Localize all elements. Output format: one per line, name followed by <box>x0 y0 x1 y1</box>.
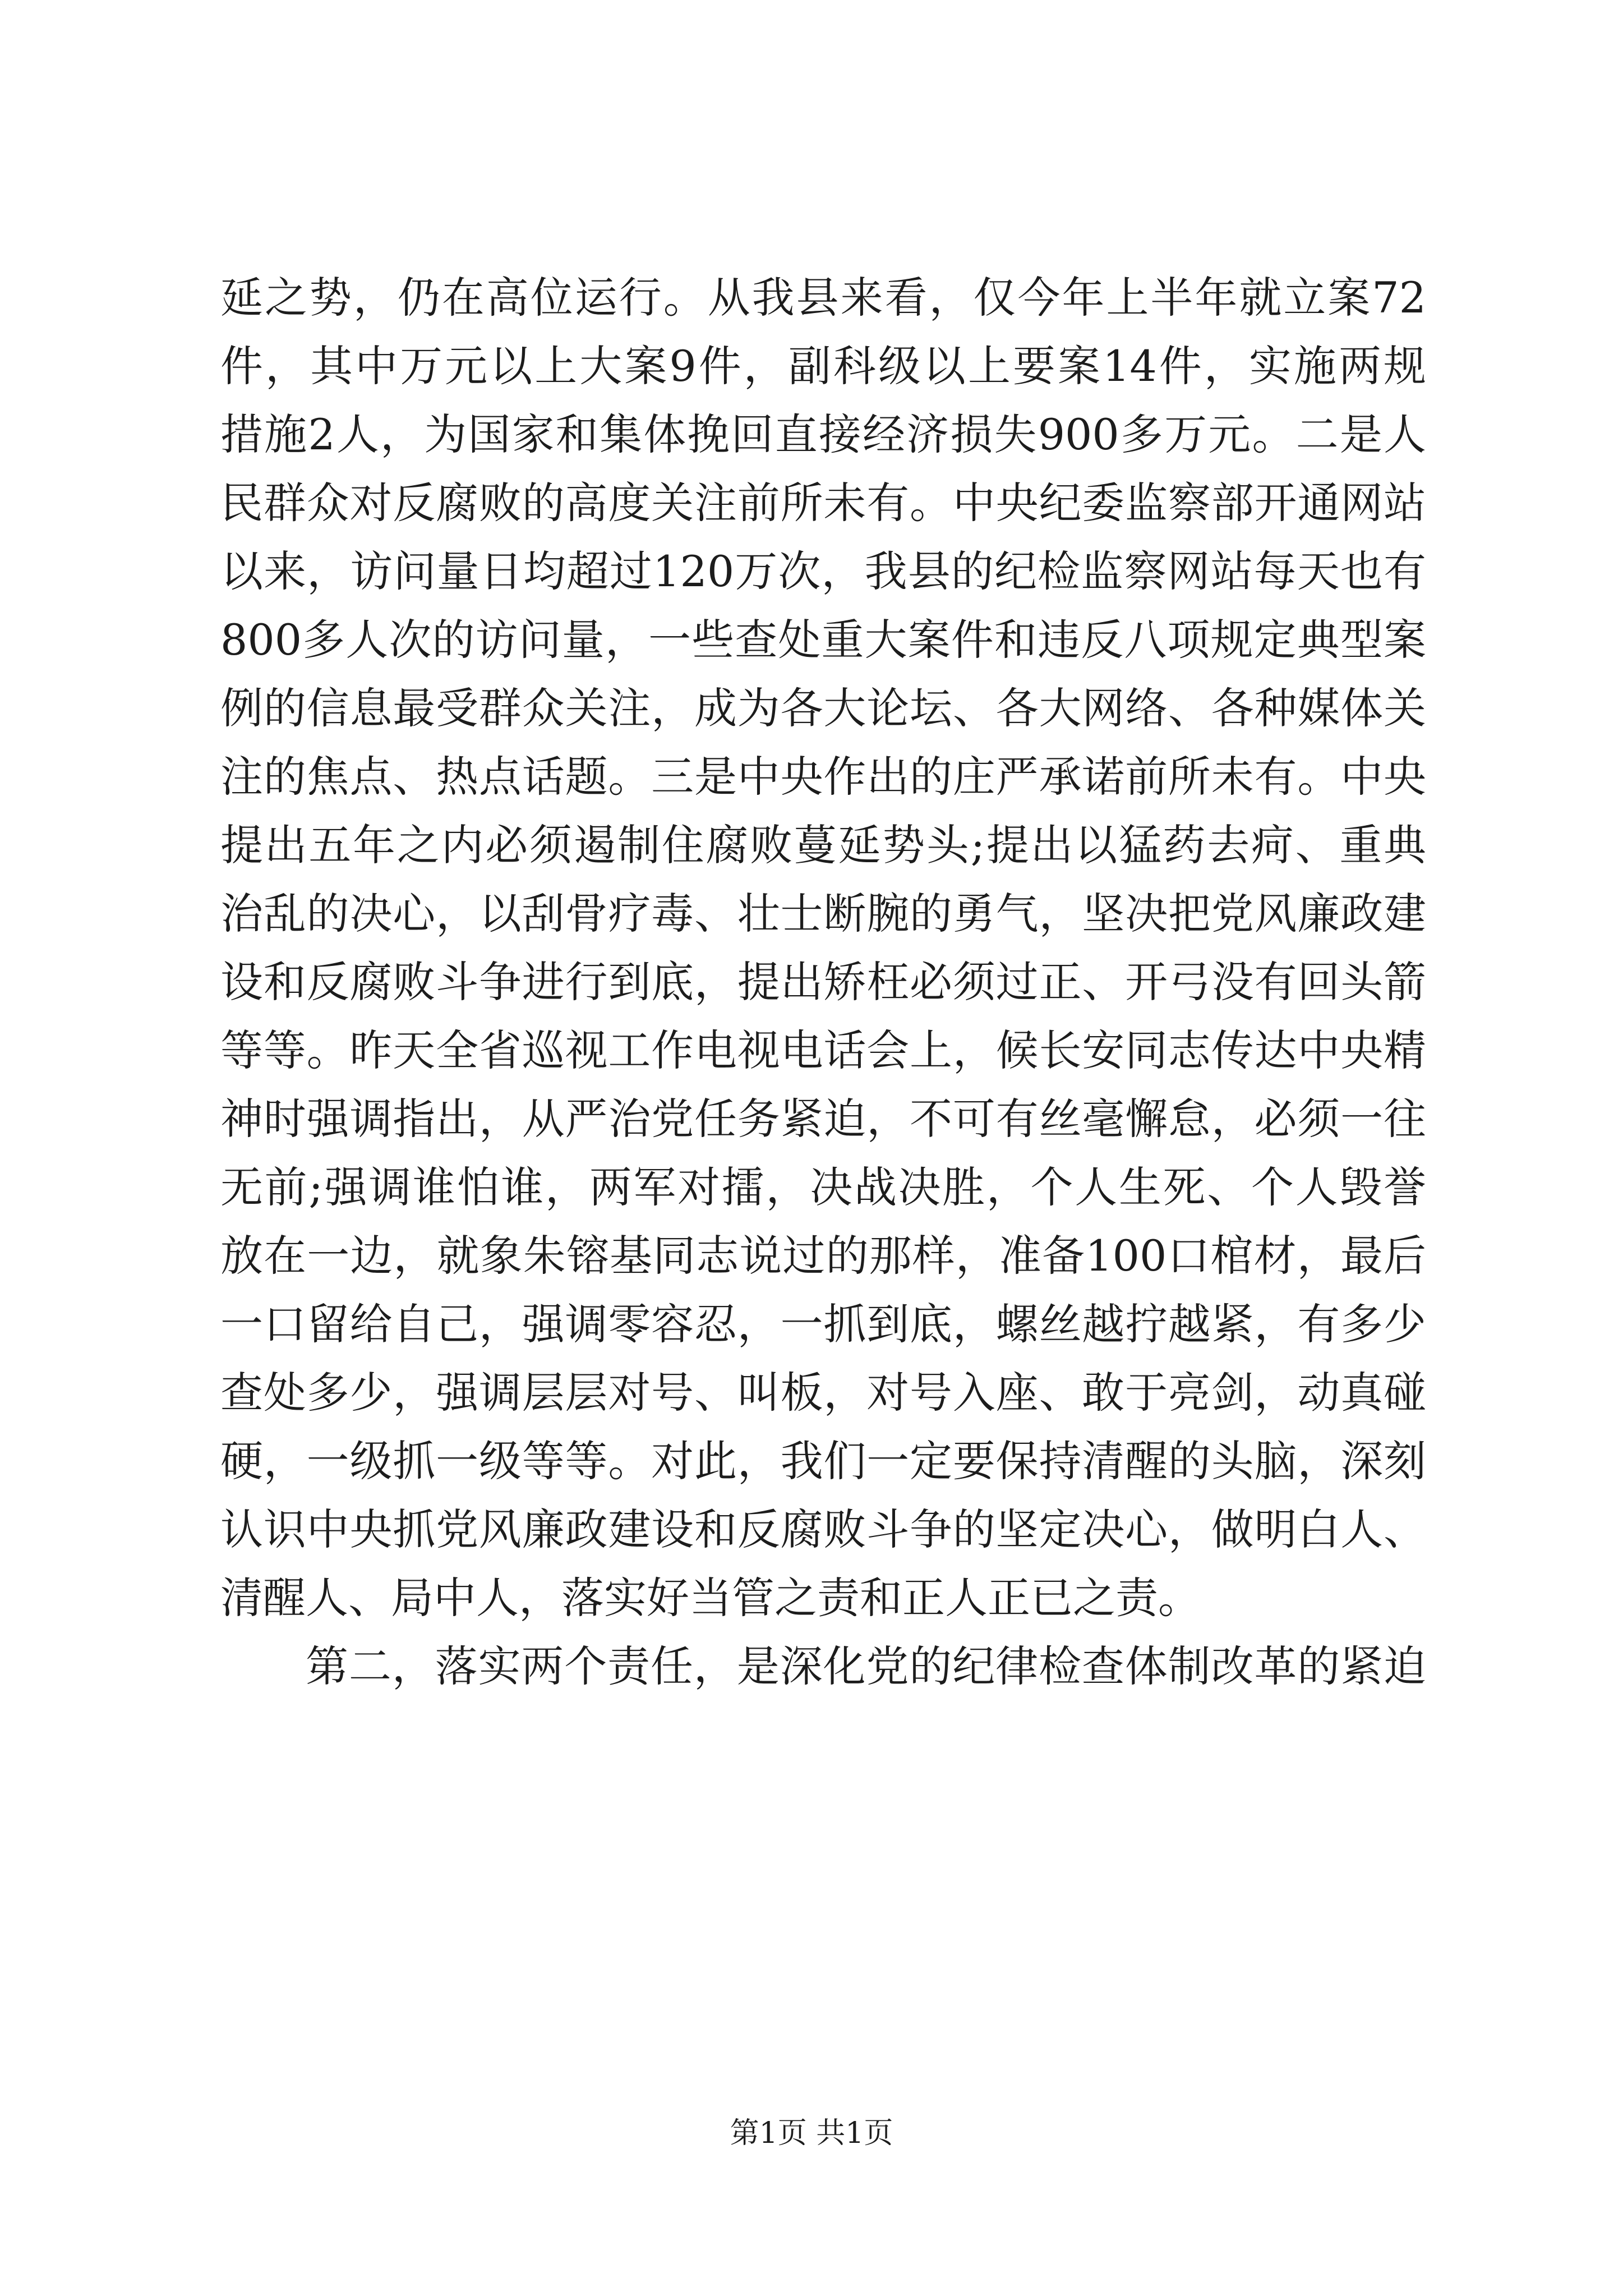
text-line: 认识中央抓党风廉政建设和反腐败斗争的坚定决心，做明白人、 <box>220 1504 1426 1554</box>
paragraph-start-line: 第二，落实两个责任，是深化党的纪律检查体制改革的紧迫 <box>306 1641 1426 1691</box>
text-line: 800多人次的访问量，一些查处重大案件和违反八项规定典型案 <box>220 615 1426 665</box>
text-line: 民群众对反腐败的高度关注前所未有。中央纪委监察部开通网站 <box>220 478 1426 528</box>
text-line: 硬，一级抓一级等等。对此，我们一定要保持清醒的头脑，深刻 <box>220 1436 1426 1486</box>
text-line: 例的信息最受群众关注，成为各大论坛、各大网络、各种媒体关 <box>220 683 1426 733</box>
text-line: 等等。昨天全省巡视工作电视电话会上，候长安同志传达中央精 <box>220 1025 1426 1075</box>
text-line: 无前;强调谁怕谁，两军对擂，决战决胜，个人生死、个人毁誉 <box>220 1162 1426 1212</box>
document-body <box>220 264 1426 1701</box>
text-line: 查处多少，强调层层对号、叫板，对号入座、敢于亮剑，动真碰 <box>220 1368 1426 1418</box>
page-number: 第1页 共1页 <box>730 2116 893 2150</box>
text-line: 一口留给自己，强调零容忍，一抓到底，螺丝越拧越紧，有多少 <box>220 1299 1426 1349</box>
text-line: 神时强调指出，从严治党任务紧迫，不可有丝毫懈怠，必须一往 <box>220 1094 1426 1144</box>
text-line: 措施2人，为国家和集体挽回直接经济损失900多万元。二是人 <box>220 409 1426 459</box>
text-line: 清醒人、局中人，落实好当管之责和正人正已之责。 <box>220 1573 1201 1623</box>
text-line: 注的焦点、热点话题。三是中央作出的庄严承诺前所未有。中央 <box>220 752 1426 802</box>
text-line: 治乱的决心，以刮骨疗毒、壮士断腕的勇气，坚决把党风廉政建 <box>220 889 1426 938</box>
text-line: 延之势，仍在高位运行。从我县来看，仅今年上半年就立案72 <box>220 273 1426 323</box>
page-footer <box>0 2109 1623 2151</box>
text-line: 放在一边，就象朱镕基同志说过的那样，准备100口棺材，最后 <box>220 1231 1426 1281</box>
text-line: 件，其中万元以上大案9件，副科级以上要案14件，实施两规 <box>220 341 1426 391</box>
text-line: 设和反腐败斗争进行到底，提出矫枉必须过正、开弓没有回头箭 <box>220 957 1426 1007</box>
text-line: 提出五年之内必须遏制住腐败蔓延势头;提出以猛药去疴、重典 <box>220 820 1426 870</box>
text-line: 以来，访问量日均超过120万次，我县的纪检监察网站每天也有 <box>220 546 1426 596</box>
